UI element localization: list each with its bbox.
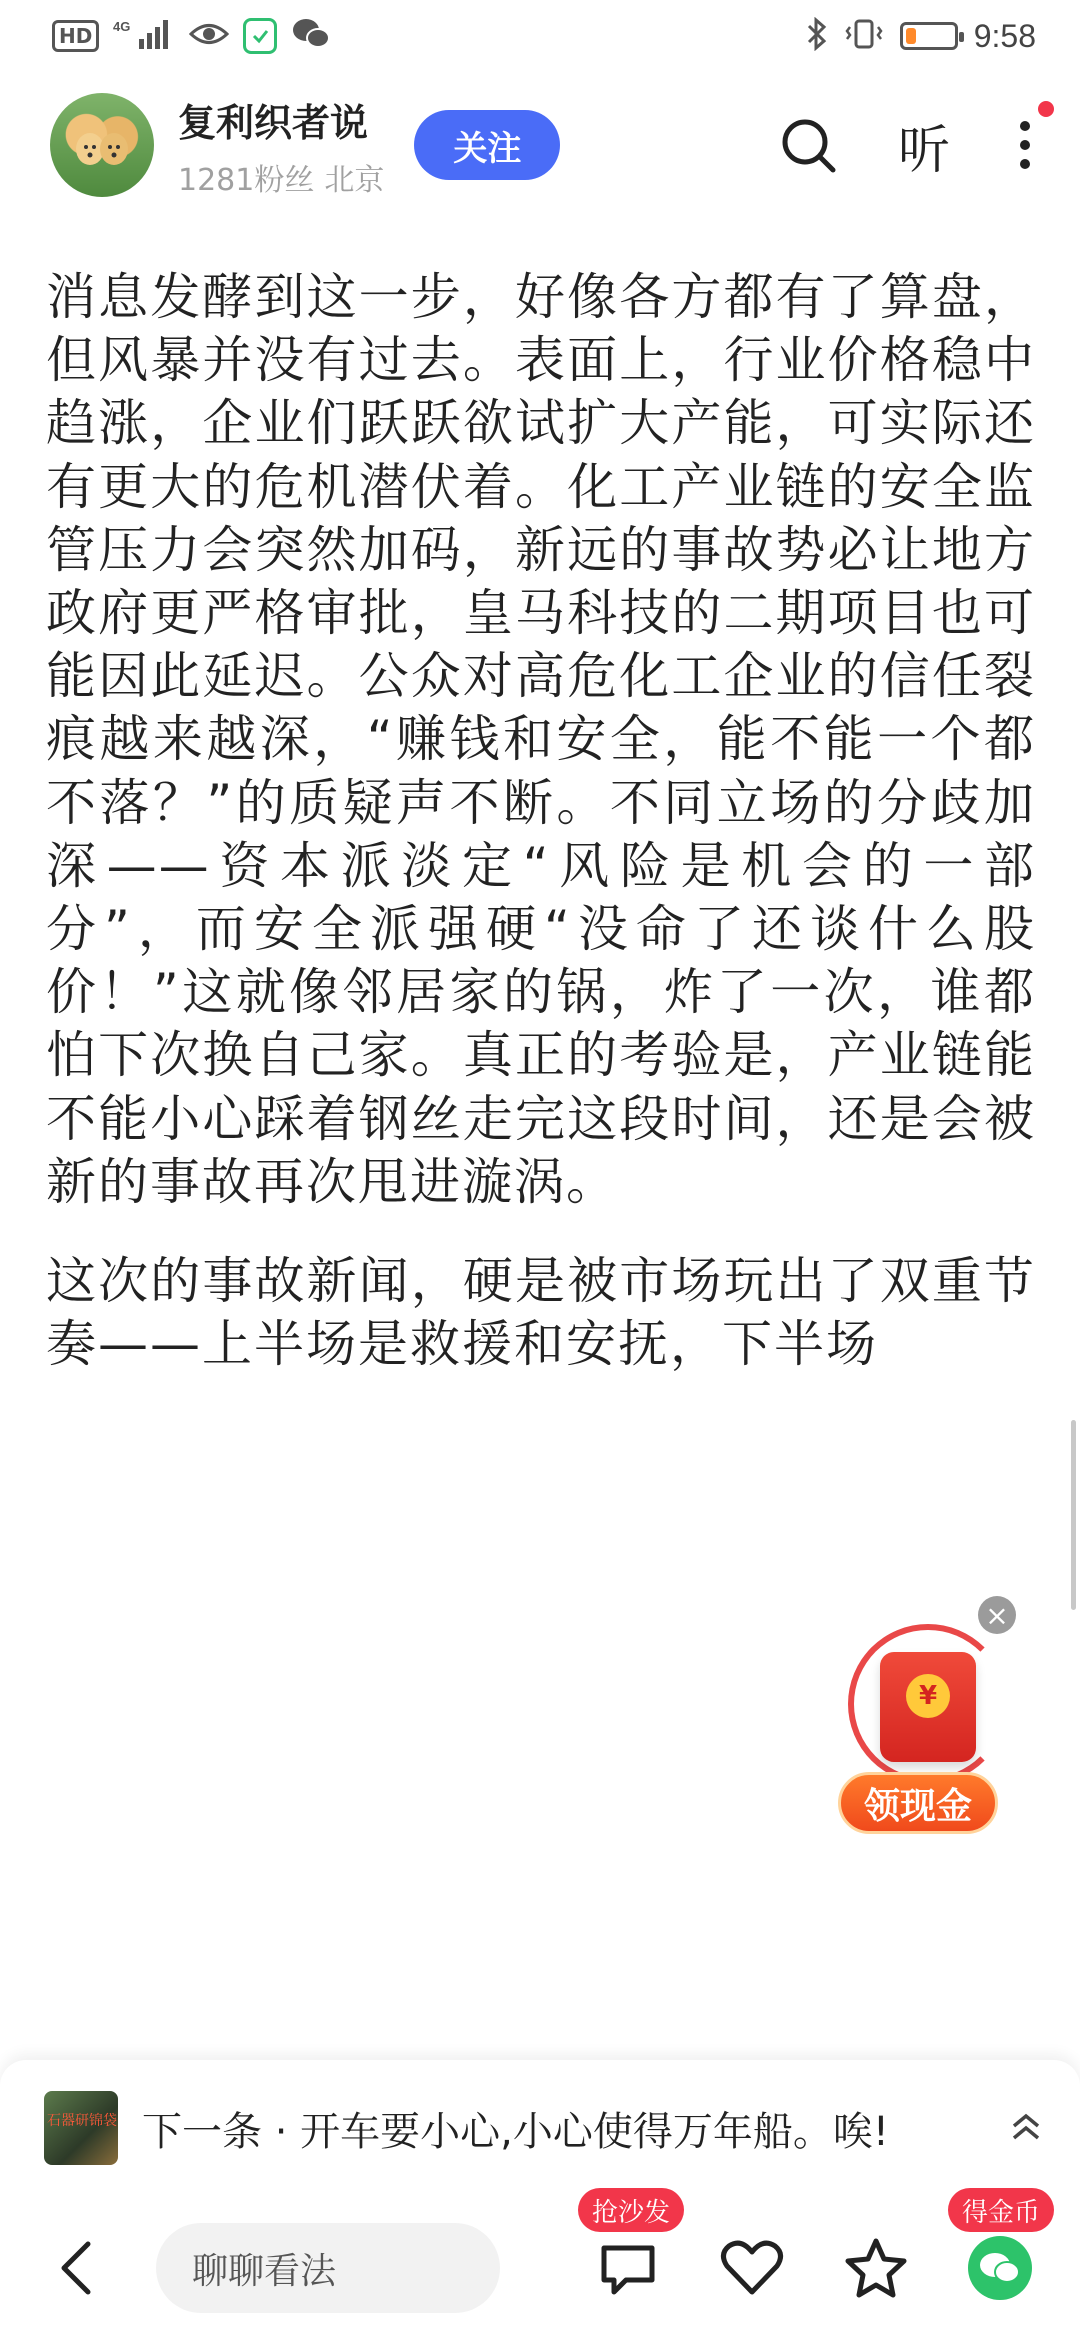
wechat-icon (968, 2236, 1032, 2300)
article-paragraph: 这次的事故新闻，硬是被市场玩出了双重节奏——上半场是救援和安抚，下半场 (46, 1252, 1036, 1374)
status-bar (0, 0, 1080, 72)
more-dot (1020, 140, 1030, 150)
bluetooth-icon (806, 17, 828, 55)
author-info[interactable] (178, 92, 384, 199)
author-location: 北京 (324, 162, 385, 198)
bottom-toolbar (0, 2196, 1080, 2340)
avatar[interactable] (50, 93, 154, 197)
next-article-thumbnail[interactable] (44, 2091, 118, 2165)
share-wechat-button[interactable] (960, 2197, 1041, 2308)
follower-count: 1281粉丝 (178, 162, 315, 198)
earn-coins-badge: 得金币 (948, 2188, 1054, 2232)
back-arrow-icon[interactable] (56, 2238, 106, 2298)
favorite-button[interactable] (836, 2228, 916, 2308)
more-dot (1020, 121, 1030, 131)
scrollbar[interactable] (1071, 1420, 1076, 1610)
red-envelope-widget[interactable] (830, 1596, 1030, 1846)
heart-icon (719, 2238, 785, 2298)
status-right (806, 17, 1036, 55)
next-article-bar[interactable] (0, 2060, 1080, 2196)
article-body (46, 266, 1036, 1412)
follow-button[interactable]: 关注 (414, 110, 560, 180)
like-button[interactable] (712, 2228, 792, 2308)
comment-icon (596, 2238, 660, 2298)
clock: 9:58 (973, 17, 1036, 54)
hd-icon: HD (52, 20, 99, 52)
comment-button[interactable] (588, 2197, 671, 2308)
wechat-icon (291, 17, 331, 55)
signal-icon (113, 17, 175, 55)
bottom-actions (588, 2197, 1041, 2308)
chevron-up-icon[interactable] (1006, 2108, 1046, 2148)
article-header (0, 80, 1080, 210)
battery-icon (900, 22, 958, 50)
listen-button[interactable]: 听 (897, 120, 950, 181)
grab-sofa-badge: 抢沙发 (578, 2188, 684, 2232)
coin-icon: ¥ (906, 1674, 950, 1718)
more-dot (1020, 159, 1030, 169)
eye-icon (189, 19, 229, 53)
claim-cash-button[interactable]: 领现金 (838, 1772, 998, 1834)
status-left (52, 17, 331, 55)
close-icon[interactable]: × (978, 1596, 1016, 1634)
notification-dot (1038, 101, 1054, 117)
author-meta (178, 155, 384, 199)
more-options-icon[interactable] (1010, 115, 1040, 175)
article-paragraph: 消息发酵到这一步，好像各方都有了算盘，但风暴并没有过去。表面上，行业价格稳中趋涨，企业们跃跃欲试扩大产能，可实际还有更大的危机潜伏着。化工产业链的安全监管压力会突然加码，新远的事故势必让地方政府更严格审批，皇马科技的二期项目也可能因此延迟。公众对高危化工企业的信任裂痕越来越深，“赚钱和安全，能不能一个都不落？”的质疑声不断。不同立场的分歧加深——资本派淡定“风险是机会的一部分”，而安全派强硬“没命了还谈什么股价！”这就像邻居家的锅，炸了一次，谁都怕下次换自己家。真正的考验是，产业链能不能小心踩着钢丝走完这段时间，还是会被新的事故再次甩进漩涡。 (46, 268, 1036, 1211)
star-icon (844, 2237, 908, 2299)
search-icon[interactable] (778, 115, 838, 175)
author-name[interactable]: 复利织者说 (178, 100, 369, 145)
header-actions (778, 115, 1040, 181)
comment-input[interactable]: 聊聊看法 (156, 2223, 500, 2313)
vibrate-icon (844, 17, 884, 55)
thumbnail-caption: 石器研锦袋 (47, 2113, 117, 2129)
puppy-icon (72, 123, 132, 175)
red-envelope-icon[interactable] (880, 1652, 976, 1762)
battery-level (906, 28, 916, 44)
shield-icon (243, 18, 277, 54)
network-type-label: 4G (113, 19, 131, 34)
next-article-title[interactable]: 下一条 · 开车要小心,小心使得万年船。唉! (142, 2108, 889, 2155)
